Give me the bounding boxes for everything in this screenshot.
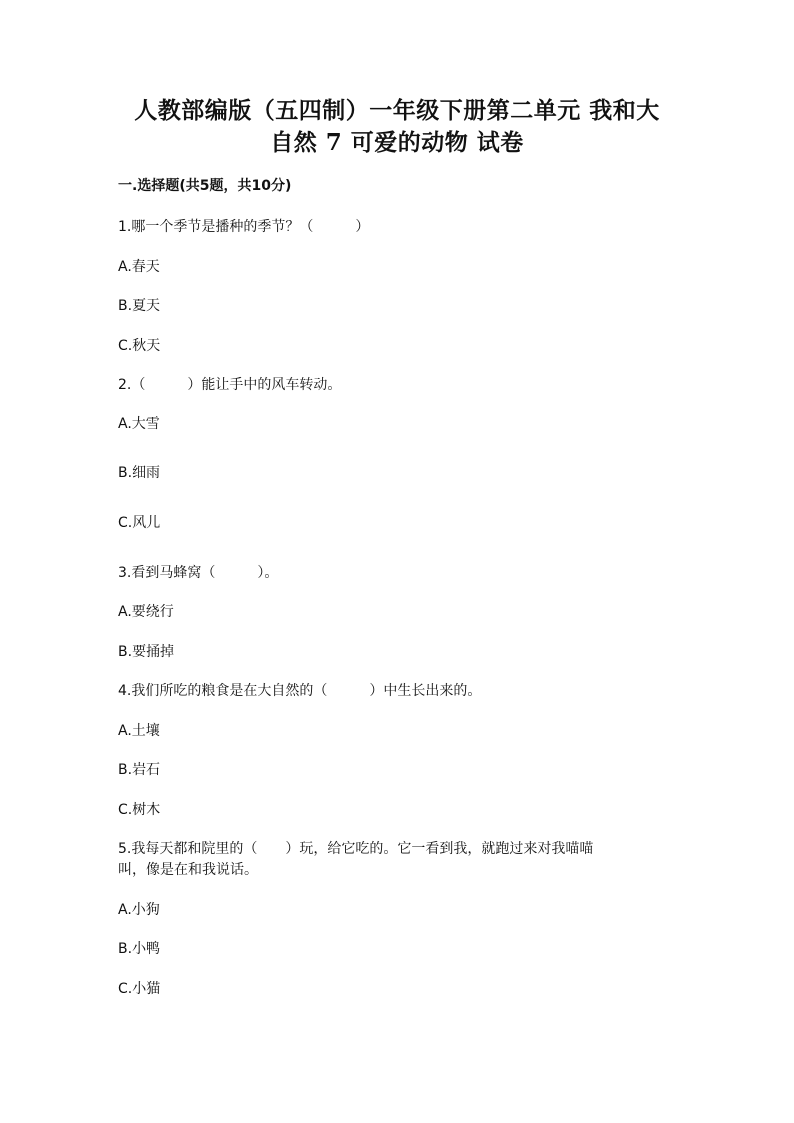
option-letter: A.	[118, 723, 132, 739]
option-letter: C.	[118, 802, 133, 818]
question-stem: 看到马蜂窝（ ）。	[131, 565, 279, 581]
question-5-option-b	[118, 939, 160, 959]
question-1-option-a	[118, 257, 160, 277]
question-number: 3.	[118, 565, 132, 581]
question-5-option-c	[118, 979, 160, 999]
question-1	[118, 217, 369, 237]
option-text: 细雨	[132, 465, 161, 481]
option-text: 夏天	[132, 298, 161, 314]
question-number: 4.	[118, 683, 132, 699]
question-stem: （ ）能让手中的风车转动。	[131, 377, 342, 393]
option-text: 要绕行	[131, 604, 174, 620]
question-stem: 我们所吃的粮食是在大自然的（ ）中生长出来的。	[131, 683, 482, 699]
question-3-option-a	[118, 602, 174, 622]
question-number: 2.	[118, 377, 132, 393]
section-heading: 一.选择题(共5题，共10分)	[118, 178, 292, 194]
question-5	[118, 839, 593, 859]
option-letter: A.	[118, 416, 132, 432]
option-letter: B.	[118, 465, 133, 481]
question-5-option-a	[118, 900, 160, 920]
question-stem: 哪一个季节是播种的季节？（ ）	[131, 219, 370, 235]
question-stem-line-1: 我每天都和院里的（ ）玩，给它吃的。它一看到我，就跑过来对我喵喵	[131, 841, 594, 857]
question-2-option-a	[118, 414, 160, 434]
option-letter: B.	[118, 941, 133, 957]
option-letter: B.	[118, 644, 133, 660]
option-text: 土壤	[131, 723, 160, 739]
option-letter: B.	[118, 298, 133, 314]
document-title-line-1: 人教部编版（五四制）一年级下册第二单元 我和大	[134, 97, 660, 124]
option-text: 小鸭	[132, 941, 161, 957]
option-text: 要捅掉	[132, 644, 175, 660]
question-2	[118, 375, 341, 395]
option-text: 小狗	[131, 902, 160, 918]
option-letter: C.	[118, 338, 133, 354]
question-stem-line-2: 叫，像是在和我说话。	[118, 862, 258, 878]
question-5-continuation	[118, 860, 258, 880]
option-letter: B.	[118, 762, 133, 778]
document-title-line-2: 自然 7 可爱的动物 试卷	[270, 129, 524, 156]
question-2-option-c	[118, 513, 160, 533]
option-letter: A.	[118, 902, 132, 918]
question-3	[118, 563, 278, 583]
option-text: 小猫	[132, 981, 161, 997]
question-number: 1.	[118, 219, 132, 235]
question-4	[118, 681, 481, 701]
question-number: 5.	[118, 841, 132, 857]
question-4-option-c	[118, 800, 160, 820]
option-text: 秋天	[132, 338, 161, 354]
option-text: 岩石	[132, 762, 161, 778]
question-4-option-a	[118, 721, 160, 741]
question-1-option-c	[118, 336, 160, 356]
option-text: 大雪	[131, 416, 160, 432]
option-text: 春天	[131, 259, 160, 275]
question-1-option-b	[118, 296, 160, 316]
option-letter: A.	[118, 604, 132, 620]
question-4-option-b	[118, 760, 160, 780]
question-3-option-b	[118, 642, 174, 662]
question-2-option-b	[118, 463, 160, 483]
option-letter: C.	[118, 981, 133, 997]
option-letter: A.	[118, 259, 132, 275]
option-letter: C.	[118, 515, 133, 531]
option-text: 风儿	[132, 515, 161, 531]
option-text: 树木	[132, 802, 161, 818]
